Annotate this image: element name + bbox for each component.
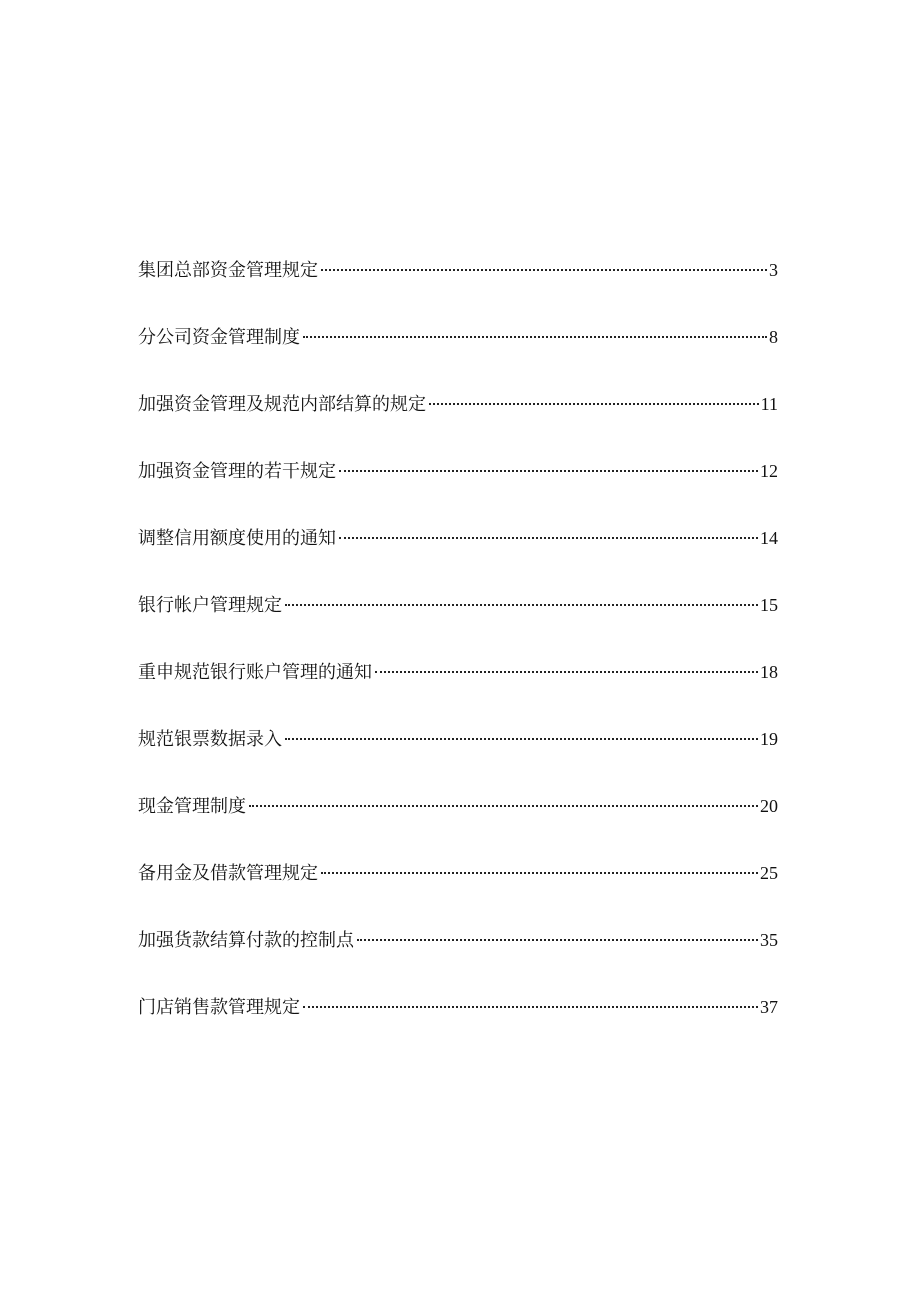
toc-dot-leader [303,336,767,338]
toc-entry-page[interactable]: 11 [760,394,778,414]
toc-entry-title[interactable]: 门店销售款管理规定 [138,997,300,1018]
toc-entry[interactable] [138,317,778,384]
toc-entry-title[interactable]: 加强资金管理及规范内部结算的规定 [138,394,426,415]
toc-entry-page[interactable]: 15 [760,595,778,615]
toc-entry-page[interactable]: 18 [760,662,778,682]
toc-entry-title[interactable]: 加强资金管理的若干规定 [138,461,336,482]
toc-entry-page[interactable]: 12 [760,461,778,481]
toc-dot-leader [249,805,758,807]
toc-dot-leader [321,872,758,874]
toc-dot-leader [285,738,758,740]
toc-dot-leader [285,604,758,606]
toc-entry[interactable] [138,987,778,1054]
toc-entry-page[interactable]: 3 [769,260,778,280]
toc-dot-leader [303,1006,758,1008]
toc-dot-leader [339,470,758,472]
toc-entry[interactable] [138,518,778,585]
toc-dot-leader [375,671,758,673]
toc-entry[interactable] [138,451,778,518]
toc-entry-page[interactable]: 14 [760,528,778,548]
toc-dot-leader [321,269,767,271]
toc-entry[interactable] [138,719,778,786]
toc-entry-title[interactable]: 现金管理制度 [138,796,246,817]
toc-entry-page[interactable]: 20 [760,796,778,816]
toc-entry[interactable] [138,585,778,652]
toc-entry-title[interactable]: 集团总部资金管理规定 [138,260,318,281]
toc-dot-leader [339,537,758,539]
toc-entry-title[interactable]: 调整信用额度使用的通知 [138,528,336,549]
toc-entry[interactable] [138,853,778,920]
toc-entry[interactable] [138,920,778,987]
table-of-contents [138,250,778,1054]
toc-entry-title[interactable]: 规范银票数据录入 [138,729,282,750]
toc-entry[interactable] [138,250,778,317]
toc-entry-page[interactable]: 35 [760,930,778,950]
toc-entry[interactable] [138,384,778,451]
toc-entry-title[interactable]: 重申规范银行账户管理的通知 [138,662,372,683]
toc-entry-title[interactable]: 备用金及借款管理规定 [138,863,318,884]
toc-entry-title[interactable]: 银行帐户管理规定 [138,595,282,616]
toc-entry[interactable] [138,652,778,719]
toc-entry[interactable] [138,786,778,853]
toc-entry-page[interactable]: 8 [769,327,778,347]
toc-entry-page[interactable]: 19 [760,729,778,749]
toc-entry-title[interactable]: 加强货款结算付款的控制点 [138,930,354,951]
toc-dot-leader [429,403,759,405]
toc-dot-leader [357,939,758,941]
toc-entry-page[interactable]: 37 [760,997,778,1017]
toc-entry-title[interactable]: 分公司资金管理制度 [138,327,300,348]
toc-entry-page[interactable]: 25 [760,863,778,883]
